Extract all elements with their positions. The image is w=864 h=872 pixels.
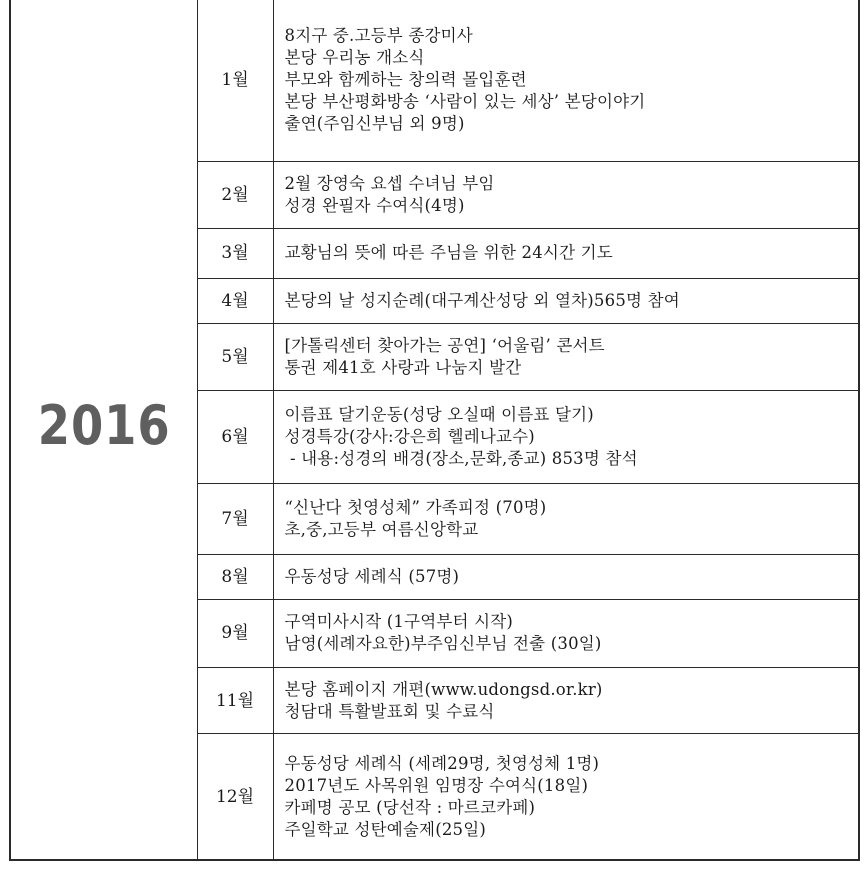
events-cell	[273, 279, 859, 324]
events-cell	[273, 599, 859, 667]
month-cell: 1월	[197, 0, 273, 161]
year-label: 2016	[37, 394, 171, 457]
event-line: 부모와 함께하는 창의력 몰입훈련	[284, 70, 527, 90]
event-line: 2월 장영숙 요셉 수녀님 부임	[284, 173, 495, 193]
events-cell	[273, 483, 859, 554]
event-line: 남영(세례자요한)부주임신부님 전출 (30일)	[284, 634, 602, 654]
month-cell: 4월	[197, 279, 273, 324]
event-line: 구역미사시작 (1구역부터 시작)	[284, 612, 514, 632]
history-timeline-table	[9, 0, 860, 861]
month-cell: 12월	[197, 734, 273, 860]
event-line: 카페명 공모 (당선작 : 마르코카페)	[284, 797, 536, 817]
month-cell: 7월	[197, 483, 273, 554]
events-cell	[273, 667, 859, 734]
event-line: 성경 완필자 수여식(4명)	[284, 195, 465, 215]
event-line: 초,중,고등부 여름신앙학교	[284, 519, 479, 539]
event-line: 주일학교 성탄예술제(25일)	[284, 819, 487, 839]
event-line: 본당 부산평화방송 ‘사람이 있는 세상’ 본당이야기	[284, 92, 646, 112]
month-cell: 8월	[197, 554, 273, 599]
event-line: [가톨릭센터 찾아가는 공연] ‘어울림’ 콘서트	[284, 336, 605, 356]
month-cell: 11월	[197, 667, 273, 734]
event-line: 통권 제41호 사랑과 나눔지 발간	[284, 358, 522, 378]
event-line: 성경특강(강사:강은희 헬레나교수)	[284, 426, 535, 446]
event-line: - 내용:성경의 배경(장소,문화,종교) 853명 참석	[284, 448, 638, 468]
month-cell: 3월	[197, 228, 273, 279]
event-line: 본당 홈페이지 개편(www.udongsd.or.kr)	[284, 679, 603, 699]
event-line: 교황님의 뜻에 따른 주님을 위한 24시간 기도	[284, 243, 613, 263]
month-cell: 9월	[197, 599, 273, 667]
events-cell	[273, 734, 859, 860]
event-line: 본당의 날 성지순례(대구계산성당 외 열차)565명 참여	[284, 291, 680, 311]
event-line: 본당 우리농 개소식	[284, 48, 425, 68]
event-line: “신난다 첫영성체” 가족피정 (70명)	[284, 497, 547, 517]
events-cell	[273, 161, 859, 228]
table-row	[10, 0, 859, 161]
month-cell: 2월	[197, 161, 273, 228]
events-cell	[273, 0, 859, 161]
event-line: 2017년도 사목위원 임명장 수여식(18일)	[284, 775, 589, 795]
month-cell: 6월	[197, 391, 273, 484]
events-cell	[273, 324, 859, 391]
event-line: 이름표 달기운동(성당 오실때 이름표 달기)	[284, 404, 594, 424]
month-cell: 5월	[197, 324, 273, 391]
events-cell	[273, 228, 859, 279]
year-cell	[10, 0, 197, 860]
event-line: 8지구 중.고등부 종강미사	[284, 26, 473, 46]
event-line: 출연(주임신부님 외 9명)	[284, 114, 465, 134]
events-cell	[273, 391, 859, 484]
event-line: 우동성당 세례식 (세례29명, 첫영성체 1명)	[284, 753, 600, 773]
event-line: 청담대 특활발표회 및 수료식	[284, 701, 495, 721]
events-cell	[273, 554, 859, 599]
event-line: 우동성당 세례식 (57명)	[284, 566, 460, 586]
